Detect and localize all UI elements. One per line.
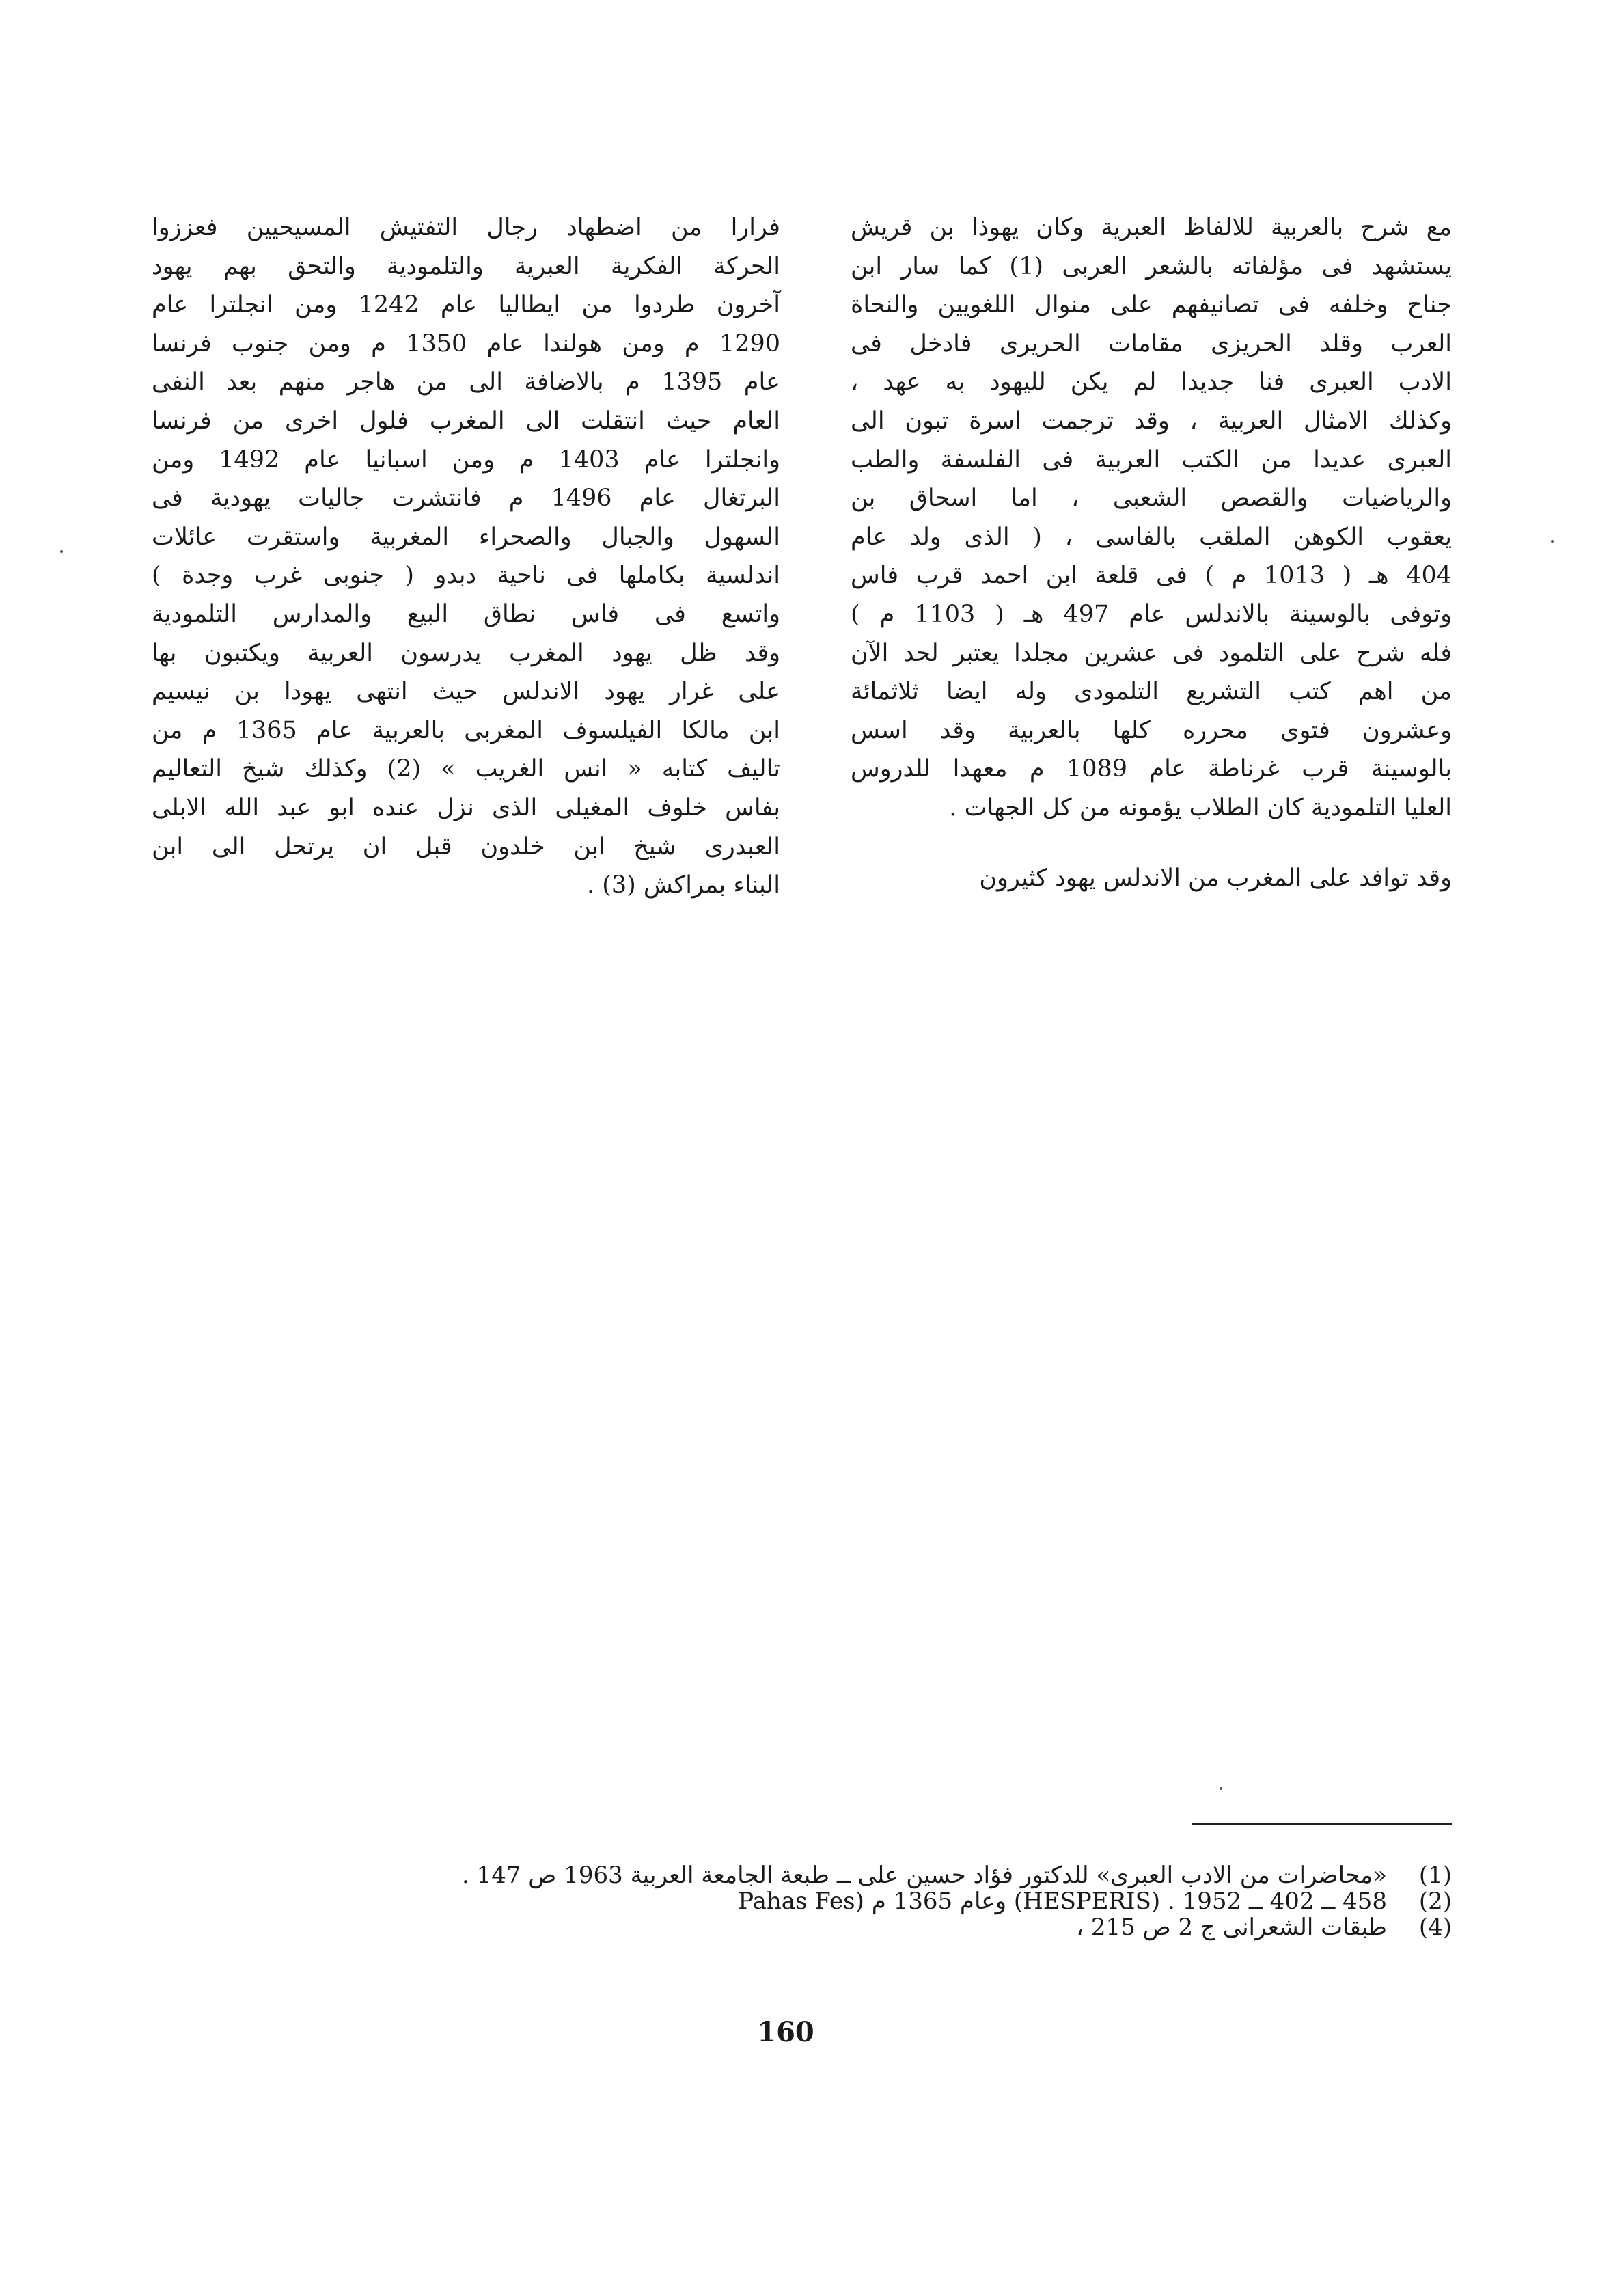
text-line: 404 هـ ( 1013 م ) فى قلعة ابن احمد قرب فاس: [851, 562, 1452, 590]
footnote-text: طبقات الشعرانى ج 2 ص 215 ،: [1076, 1914, 1387, 1941]
text-line: جناح وخلفه فى تصانيفهم على منوال اللغويين والنحاة: [851, 291, 1452, 319]
text-line: فرارا من اضطهاد رجال التفتيش المسيحيين فعززوا: [152, 214, 780, 241]
paragraph-gap: [851, 828, 1452, 859]
text-line: والرياضيات والقصص الشعبى ، اما اسحاق بن: [851, 485, 1452, 513]
text-line: العبرى عديدا من الكتب العربية فى الفلسفة والطب: [851, 446, 1452, 474]
text-line: بفاس خلوف المغيلى الذى نزل عنده ابو عبد الله الابلى: [152, 793, 780, 821]
text-line: فله شرح على التلمود فى عشرين مجلدا يعتبر لحد الآن: [851, 639, 1452, 667]
text-line: البناء بمراكش (3) .: [586, 871, 780, 899]
text-line: بالوسينة قرب غرناطة عام 1089 م معهدا للدروس: [851, 755, 1453, 783]
footnote: [137, 1888, 1452, 1914]
text-line: ابن مالكا الفيلسوف المغربى بالعربية عام 1365 م من: [152, 716, 780, 744]
page-number: 160: [757, 2016, 814, 2048]
left-column: [152, 208, 780, 905]
text-line: وتوفى بالوسينة بالاندلس عام 497 هـ ( 1103 م ): [851, 600, 1453, 628]
text-line: مع شرح بالعربية للالفاظ العبرية وكان يهوذا بن قريش: [851, 214, 1452, 241]
scan-speck: [1551, 540, 1554, 543]
footnote: [137, 1914, 1452, 1940]
text-line: وكذلك الامثال العربية ، وقد ترجمت اسرة تبون الى: [851, 407, 1452, 435]
text-line: وعشرون فتوى محرره كلها بالعربية وقد اسس: [851, 716, 1452, 744]
text-line: الحركة الفكرية العبرية والتلمودية والتحق بهم يهود: [152, 252, 780, 280]
footnote: [137, 1862, 1452, 1888]
text-line: العام حيث انتقلت الى المغرب فلول اخرى من فرنسا: [152, 407, 780, 435]
text-line: العليا التلمودية كان الطلاب يؤمونه من كل الجهات .: [949, 793, 1452, 821]
text-line: وقد توافد على المغرب من الاندلس يهود كثيرون: [979, 864, 1452, 892]
text-line: 1290 م ومن هولندا عام 1350 م ومن جنوب فرنسا: [152, 329, 780, 357]
text-line: السهول والجبال والصحراء المغربية واستقرت عائلات: [152, 523, 780, 551]
text-line: يستشهد فى مؤلفاته بالشعر العربى (1) كما سار ابن: [851, 252, 1452, 280]
text-line: وقد ظل يهود المغرب يدرسون العربية ويكتبون بها: [152, 639, 780, 667]
text-line: الادب العبرى فنا جديدا لم يكن لليهود به عهد ،: [851, 368, 1452, 396]
text-line: آخرون طردوا من ايطاليا عام 1242 ومن انجلترا عام: [152, 291, 780, 319]
scan-speck: [60, 550, 63, 553]
text-line: من اهم كتب التشريع التلمودى وله ايضا ثلاثمائة: [851, 678, 1452, 706]
footnote-text: 458 ــ 402 ــ 1952 . (HESPERIS) وعام 1365 م (Pahas Fes: [738, 1888, 1387, 1915]
footnote-number: (4): [1418, 1914, 1452, 1941]
text-line: على غرار يهود الاندلس حيث انتهى يهودا بن نيسيم: [152, 678, 780, 706]
text-line: العبدرى شيخ ابن خلدون قبل ان يرتحل الى ابن: [152, 832, 780, 860]
footnotes: [137, 1862, 1452, 1940]
text-line: البرتغال عام 1496 م فانتشرت جاليات يهودية فى: [152, 485, 780, 513]
footnote-text: «محاضرات من الادب العبرى» للدكتور فؤاد حسين على ــ طبعة الجامعة العربية 1963 ص 147 .: [461, 1862, 1387, 1889]
right-column: [851, 208, 1452, 897]
text-line: اندلسية بكاملها فى ناحية دبدو ( جنوبى غرب وجدة ): [152, 562, 780, 590]
text-line: وانجلترا عام 1403 م ومن اسبانيا عام 1492 ومن: [152, 446, 780, 474]
text-line: العرب وقلد الحريزى مقامات الحريرى فادخل فى: [851, 329, 1452, 357]
footnote-number: (2): [1418, 1888, 1452, 1915]
text-line: تاليف كتابه « انس الغريب » (2) وكذلك شيخ التعاليم: [152, 755, 780, 783]
scan-speck: [1220, 1787, 1222, 1790]
footnote-divider: [1192, 1823, 1452, 1825]
text-line: يعقوب الكوهن الملقب بالفاسى ، ( الذى ولد عام: [851, 523, 1452, 551]
footnote-number: (1): [1418, 1862, 1452, 1889]
text-line: واتسع فى فاس نطاق البيع والمدارس التلمودية: [152, 600, 780, 628]
text-line: عام 1395 م بالاضافة الى من هاجر منهم بعد النفى: [152, 368, 781, 396]
